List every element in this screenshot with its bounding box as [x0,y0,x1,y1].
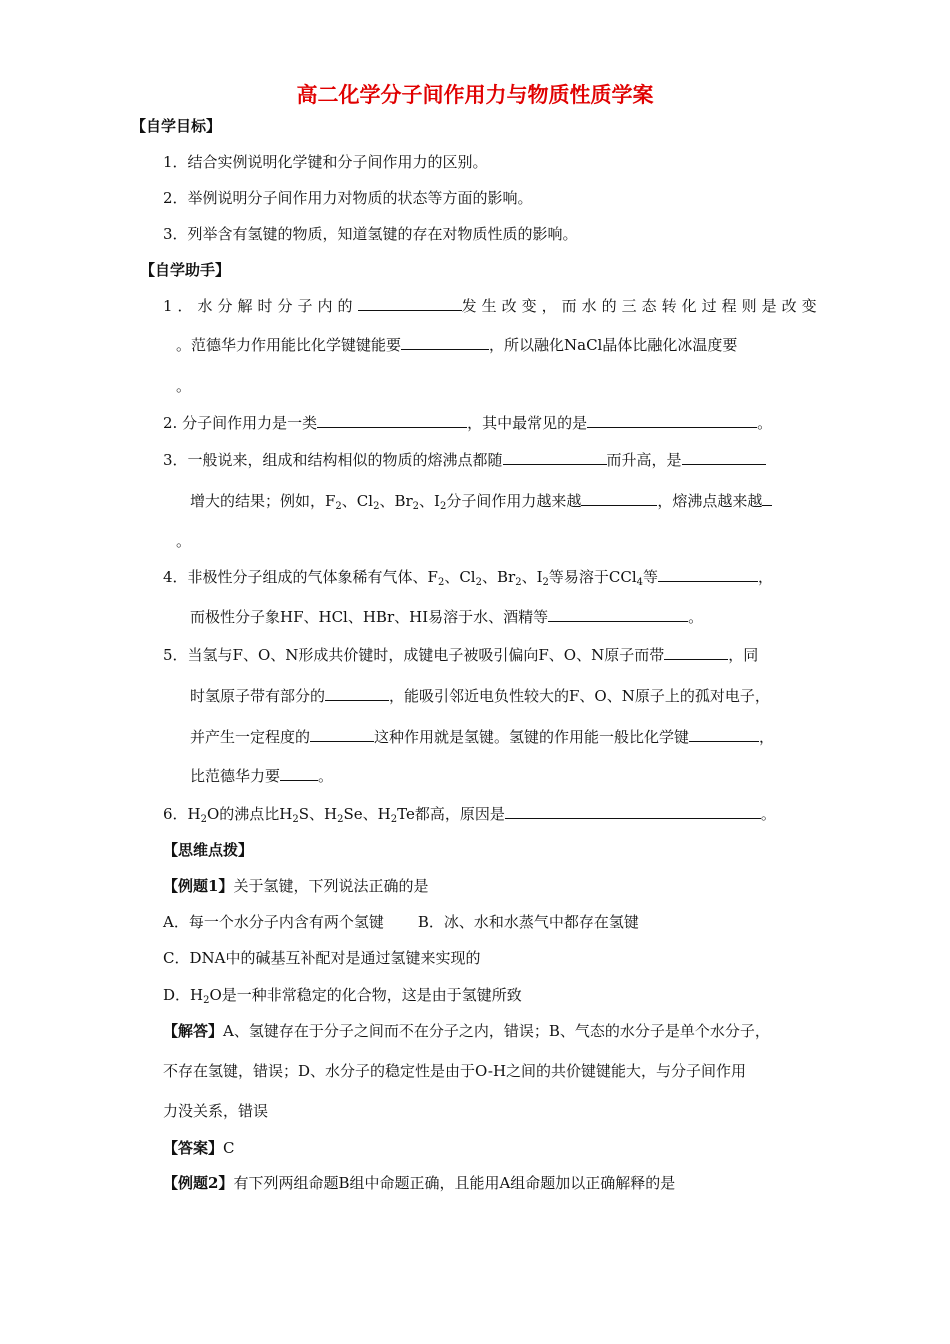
question-text: 。 [757,414,773,432]
question-5-line-2 [190,686,770,706]
example-1-solution-line-2: 不存在氢键，错误；D、水分子的稳定性是由于O-H之间的共价键键能大，与分子间作用 [163,1062,747,1080]
option-b: B．冰、水和水蒸气中都存在氢键 [417,913,639,931]
question-4-line-1 [163,567,773,587]
subscript: 2 [542,577,549,588]
question-text: Te都高，原因是 [397,805,505,823]
question-text: 并产生一定程度的 [190,728,311,746]
subscript: 2 [412,501,420,512]
example-1-answer [163,1138,235,1158]
question-text: 而升高，是 [606,451,682,469]
question-text: S、H [298,805,338,823]
question-text: 比范德华力要 [190,767,281,785]
question-1-line-2 [176,335,737,355]
answer-blank[interactable] [503,450,607,465]
question-number: 1． [163,297,198,315]
question-3-line-2 [190,491,772,511]
answer-blank[interactable] [548,607,688,622]
option-a: A．每一个水分子内含有两个氢键 [163,913,384,931]
subscript: 4 [636,577,644,588]
example-1-solution-line-1 [163,1021,770,1041]
option-c: C．DNA中的碱基互补配对是通过氢键来实现的 [163,949,481,967]
question-text: 、Br [379,492,413,510]
answer-value: C [223,1139,235,1157]
answer-blank[interactable] [505,804,761,819]
question-6 [163,804,776,824]
question-text: 时氢原子带有部分的 [190,687,326,705]
answer-blank[interactable] [682,450,766,465]
question-text: 。范德华力作用能比化学键键能要 [176,336,402,354]
answer-blank[interactable] [401,335,489,350]
question-5-line-3 [190,727,774,747]
answer-blank[interactable] [762,491,772,506]
question-text: 。 [760,805,776,823]
subscript: 2 [200,814,207,825]
example-2-question [163,1173,675,1193]
subscript: 2 [390,814,398,825]
answer-blank[interactable] [317,413,467,428]
example-1-solution-line-3: 力没关系，错误 [163,1102,269,1120]
answer-blank[interactable] [310,727,374,742]
example-1-options-ab [163,912,639,932]
question-text: Se、H [343,805,391,823]
question-text: 等 [643,568,659,586]
example-label: 【例题1】 [163,877,234,895]
question-5-line-4 [190,766,333,786]
subscript: 2 [203,995,210,1006]
example-text: 关于氢键，下列说法正确的是 [233,877,429,895]
question-text: 增大的结果；例如，F [190,492,336,510]
question-text: 、Cl [444,568,476,586]
question-2 [163,413,772,433]
question-text: 、I [521,568,543,586]
question-1-line-3: 。 [176,377,192,395]
subscript: 2 [373,501,380,512]
answer-blank[interactable] [658,567,758,582]
question-text: 。 [318,767,334,785]
question-text: 分子间作用力越来越 [446,492,582,510]
question-text: ，其中最常见的是 [467,414,588,432]
question-text: 5．当氢与F、O、N形成共价键时，成键电子被吸引偏向F、O、N原子而带 [163,646,665,664]
question-text: 而极性分子象HF、HCl、HBr、HI易溶于水、酒精等 [190,608,549,626]
answer-blank[interactable] [280,766,318,781]
subscript: 2 [515,577,522,588]
answer-blank[interactable] [664,645,728,660]
goal-item-2: 2．举例说明分子间作用力对物质的状态等方面的影响。 [163,189,533,207]
section-heading-goals: 【自学目标】 [131,117,222,135]
solution-text: A、氢键存在于分子之间而不在分子之内，错误；B、气态的水分子是单个水分子， [223,1022,770,1040]
question-text: 水分解时分子内的 [197,297,358,315]
subscript: 2 [437,577,445,588]
question-text: 。 [688,608,704,626]
subscript: 2 [335,501,342,512]
option-text: D．H [163,986,204,1004]
subscript: 2 [475,577,482,588]
question-5-line-1 [163,645,758,665]
option-text: O是一种非常稳定的化合物，这是由于氢键所致 [209,986,522,1004]
example-label: 【例题2】 [163,1174,234,1192]
section-heading-helper: 【自学助手】 [140,261,231,279]
question-text: 4．非极性分子组成的气体象稀有气体、F [163,568,438,586]
answer-blank[interactable] [325,686,389,701]
answer-blank[interactable] [689,727,759,742]
section-heading-thinking: 【思维点拨】 [163,841,254,859]
answer-blank[interactable] [587,413,757,428]
question-text: O的沸点比H [207,805,293,823]
example-1-question [163,876,428,896]
question-4-line-2 [190,607,703,627]
solution-label: 【解答】 [163,1022,224,1040]
question-text: 发生改变，而水的三态转化过程则是改变 [461,297,822,315]
goal-item-3: 3．列举含有氢键的物质，知道氢键的存在对物质性质的影响。 [163,225,578,243]
question-text: 3．一般说来，组成和结构相似的物质的熔沸点都随 [163,451,503,469]
page-title: 高二化学分子间作用力与物质性质学案 [296,82,654,107]
question-text: 6．H [163,805,201,823]
answer-blank[interactable] [581,491,657,506]
question-text: 等易溶于CCl [548,568,637,586]
question-text: ，同 [728,646,759,664]
answer-blank[interactable] [358,296,462,311]
goal-item-1: 1．结合实例说明化学键和分子间作用力的区别。 [163,153,488,171]
example-text: 有下列两组命题B组中命题正确，且能用A组命题加以正确解释的是 [233,1174,676,1192]
question-text: 2. 分子间作用力是一类 [163,414,318,432]
question-text: 、I [419,492,440,510]
option-d [163,985,522,1005]
subscript: 2 [292,814,299,825]
subscript: 2 [439,501,447,512]
question-text: ，能吸引邻近电负性较大的F、O、N原子上的孤对电子， [389,687,770,705]
question-3-line-1 [163,450,766,470]
question-text: ，熔沸点越来越 [657,492,763,510]
question-text: ， [758,568,774,586]
question-text: 、Cl [341,492,374,510]
question-text: ，所以融化NaCl晶体比融化冰温度要 [489,336,738,354]
answer-label: 【答案】 [163,1139,224,1157]
subscript: 2 [337,814,344,825]
question-text: 、Br [481,568,516,586]
question-1-line-1 [163,296,822,316]
question-3-line-3: 。 [176,532,192,550]
question-text: ， [759,728,775,746]
question-text: 这种作用就是氢键。氢键的作用能一般比化学键 [374,728,690,746]
